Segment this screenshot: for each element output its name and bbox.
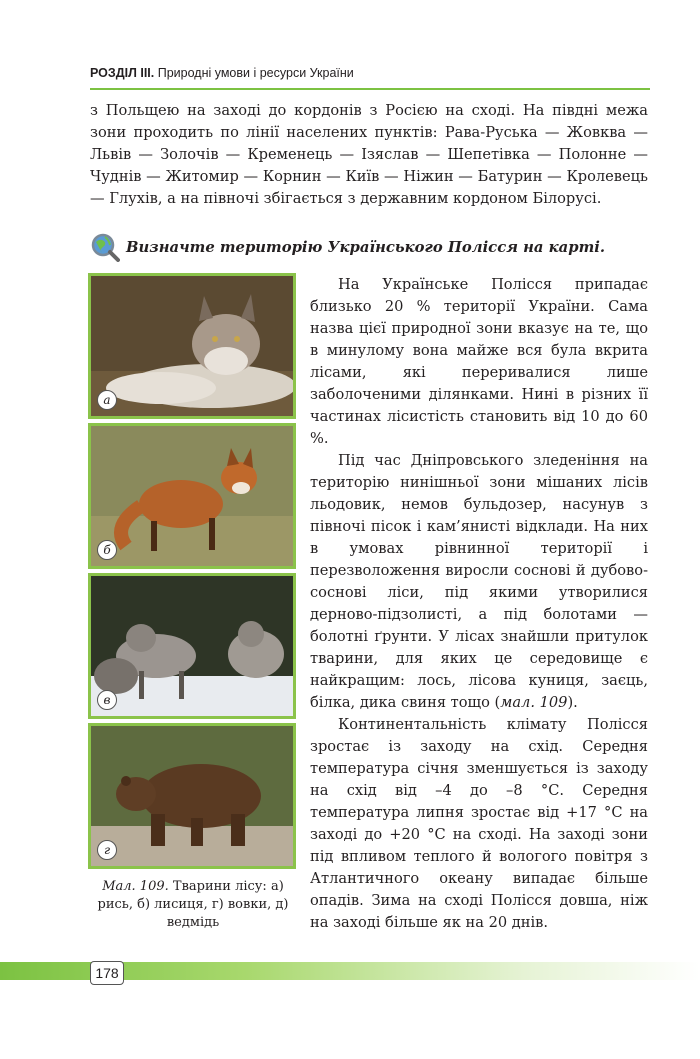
task-box <box>90 232 650 262</box>
main-text <box>310 274 648 934</box>
figure-caption <box>88 878 298 932</box>
photo-label: г <box>97 840 117 860</box>
bear-image <box>91 726 293 866</box>
figure-caption-text: Тварини лісу: а) рись, б) лисиця, г) вовки, д) ведмідь <box>97 879 289 930</box>
paragraph-1: На Українське Полісся припадає близько 20 % території України. Сама назва цієї природної зони вказує на те, що в минулому вона майже вся була вкрита лісами, які переривалися лише заболоченими ділянками. Нині в різних її частинах лісистість становить від 10 до 60 %. <box>310 276 648 447</box>
running-header <box>90 66 650 80</box>
paragraph-2-figure-ref: мал. 109 <box>500 694 568 711</box>
wolves-image <box>91 576 293 716</box>
photo-label: б <box>97 540 117 560</box>
photo-lynx <box>88 273 296 419</box>
section-title: Природні умови і ресурси України <box>157 66 354 80</box>
paragraph-2-end: ). <box>567 694 578 711</box>
fox-image <box>91 426 293 566</box>
photo-wolves <box>88 573 296 719</box>
page-number: 178 <box>90 961 124 985</box>
photo-bear <box>88 723 296 869</box>
section-label: РОЗДІЛ ІІІ. <box>90 66 155 80</box>
task-text: Визначте територію Українського Полісся на карті. <box>126 238 606 256</box>
intro-paragraph: з Польщею на заході до кордонів з Росією на сході. На півдні межа зони проходить по лінії населених пунктів: Рава-Руська — Жовква — Львів — Золочів — Кременець — Ізяслав — Шепетівка — Полонне — Чуднів — Житомир — Корнин — Київ — Ніжин — Батурин — Кролевець — Глухів, а на півночі збігається з державним кордоном Білорусі. <box>90 102 648 207</box>
paragraph-2-text: Під час Дніпровського зледеніння на територію нинішньої зони мішаних лісів льодовик, немов бульдозер, насунув з півночі пісок і кам’янисті відклади. На них в умовах рівнинної території і перезволоження виросли соснові й дубово-соснові ліси, під якими утворилися дерново-підзолисті, а під болотами — болотні ґрунти. У лісах знайшли притулок тварини, для яких це середовище є найкращим: лось, лісова куниця, заєць, білка, дика свиня тощо ( <box>310 452 648 711</box>
figure-ref: Мал. 109. <box>102 879 169 894</box>
paragraph-3: Континентальність клімату Полісся зростає із заходу на схід. Середня температура січня зменшується із заходу на схід від –4 до –8 °С. Середня температура липня зростає від +17 °С на заході до +20 °С на сході. На заході зони під впливом теплого й вологого повітря з Атлантичного океану випадає більше опадів. Зима на сході Полісся довша, ніж на заході більше як на 20 днів. <box>310 716 648 931</box>
magnifier-globe-icon <box>90 232 120 262</box>
photo-label: в <box>97 690 117 710</box>
photo-label: а <box>97 390 117 410</box>
lynx-image <box>91 276 293 416</box>
photo-fox <box>88 423 296 569</box>
photo-column <box>88 273 298 873</box>
paragraph-2 <box>310 450 648 714</box>
header-rule <box>90 88 650 90</box>
